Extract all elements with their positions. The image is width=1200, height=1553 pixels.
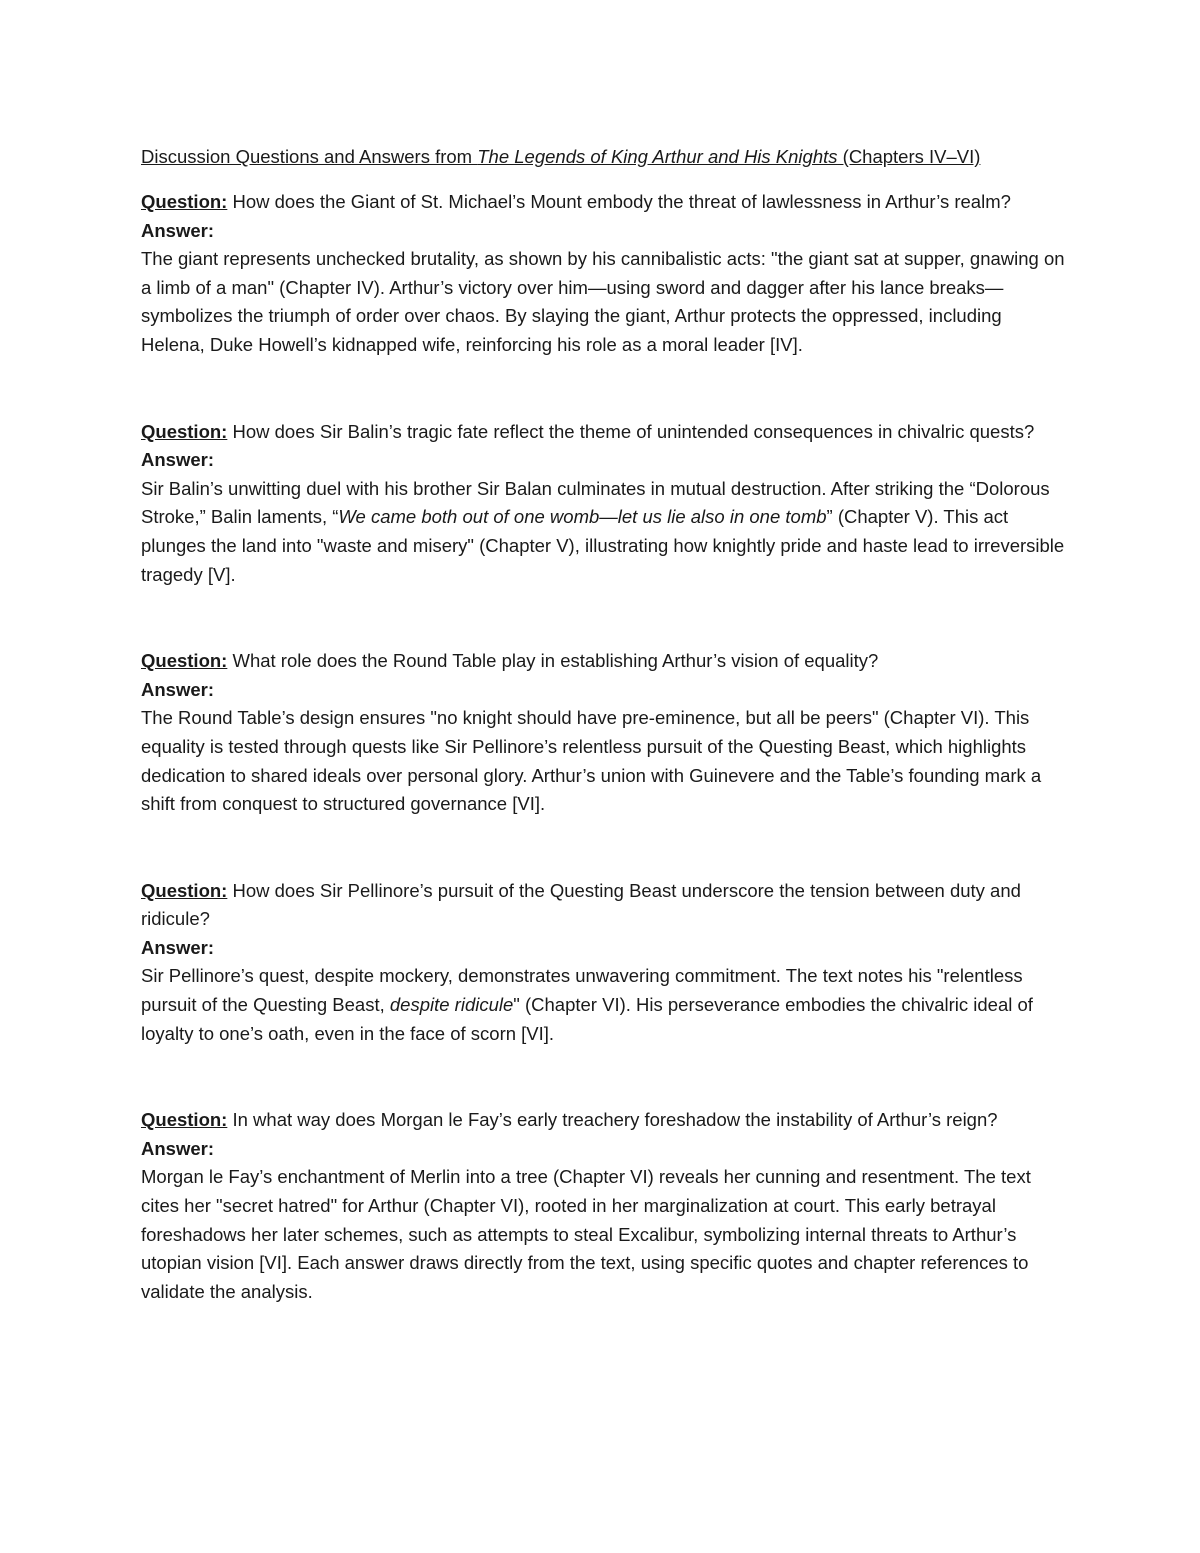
answer-part: The giant represents unchecked brutality, as shown by his cannibalistic acts: "the giant sat at supper, gnawing on a limb of a man" (Chapter IV). Arthur’s victory over him—using sword and dagger after his lance breaks—symbolizes the triumph of order over chaos. By slaying the giant, Arthur protects the oppressed, including Helena, Duke Howell’s kidnapped wife, reinforcing his role as a moral leader [IV]. [141, 248, 1065, 355]
question-line [141, 188, 1066, 217]
question-label: Question: [141, 191, 228, 212]
answer-label: Answer: [141, 219, 214, 241]
qa-item [141, 418, 1066, 590]
question-line [141, 647, 1066, 676]
document-page [141, 143, 1066, 1306]
question-line [141, 1106, 1066, 1135]
qa-item [141, 647, 1066, 819]
answer-part: The Round Table’s design ensures "no knight should have pre-eminence, but all be peers" (Chapter VI). This equality is tested through quests like Sir Pellinore’s relentless pursuit of the Questing Beast, which highlights dedication to shared ideals over personal glory. Arthur’s union with Guinevere and the Table’s founding mark a shift from conquest to structured governance [VI]. [141, 707, 1042, 815]
answer-part: Sir Balin’s unwitting duel with his brother Sir Balan culminates in mutual destruction. After striking the “Dolorous Stroke,” Balin laments, “ [141, 477, 1050, 528]
title-prefix: Discussion Questions and Answers from [141, 146, 478, 167]
answer-quote-italic: We came both out of one womb—let us lie also in one tomb [338, 506, 827, 528]
title-book: The Legends of King Arthur and His Knights [477, 146, 838, 167]
answer-quote-italic: despite ridicule [389, 994, 514, 1016]
question-text: What role does the Round Table play in establishing Arthur’s vision of equality? [227, 650, 879, 672]
answer-text [141, 704, 1066, 818]
answer-text [141, 245, 1066, 359]
title-suffix: (Chapters IV–VI) [837, 146, 981, 167]
answer-label: Answer: [141, 1137, 214, 1159]
question-text: How does Sir Balin’s tragic fate reflect the theme of unintended consequences in chivalric quests? [227, 420, 1035, 442]
answer-text [141, 962, 1066, 1048]
question-text: How does the Giant of St. Michael’s Mount embody the threat of lawlessness in Arthur’s realm? [227, 191, 1011, 212]
answer-part: ” (Chapter V). This act plunges the land into "waste and misery" (Chapter V), illustrating how knightly pride and haste lead to irreversible tragedy [V]. [141, 506, 1065, 585]
question-label: Question: [141, 879, 228, 901]
answer-label: Answer: [141, 449, 214, 471]
question-label: Question: [141, 1109, 228, 1131]
answer-label: Answer: [141, 936, 214, 958]
answer-part: Sir Pellinore’s quest, despite mockery, demonstrates unwavering commitment. The text notes his "relentless pursuit of the Questing Beast, [141, 965, 1023, 1016]
answer-part: Morgan le Fay’s enchantment of Merlin into a tree (Chapter VI) reveals her cunning and resentment. The text cites her "secret hatred" for Arthur (Chapter VI), rooted in her marginalization at court. This early betrayal foreshadows her later schemes, such as attempts to steal Excalibur, symbolizing internal threats to Arthur’s utopian vision [VI]. Each answer draws directly from the text, using specific quotes and chapter references to validate the analysis. [141, 1166, 1031, 1302]
question-line [141, 418, 1066, 447]
answer-label: Answer: [141, 678, 214, 700]
answer-text [141, 1163, 1066, 1306]
answer-part: " (Chapter VI). His perseverance embodies the chivalric ideal of loyalty to one’s oath, even in the face of scorn [VI]. [141, 994, 1033, 1044]
question-text: In what way does Morgan le Fay’s early treachery foreshadow the instability of Arthur’s reign? [227, 1109, 998, 1131]
question-line [141, 877, 1066, 934]
answer-text [141, 475, 1066, 589]
document-title [141, 143, 1066, 171]
qa-item [141, 1106, 1066, 1306]
qa-item [141, 877, 1066, 1049]
question-label: Question: [141, 650, 228, 672]
question-text: How does Sir Pellinore’s pursuit of the Questing Beast underscore the tension between duty and ridicule? [141, 879, 1021, 930]
qa-item [141, 188, 1066, 360]
question-label: Question: [141, 420, 228, 442]
